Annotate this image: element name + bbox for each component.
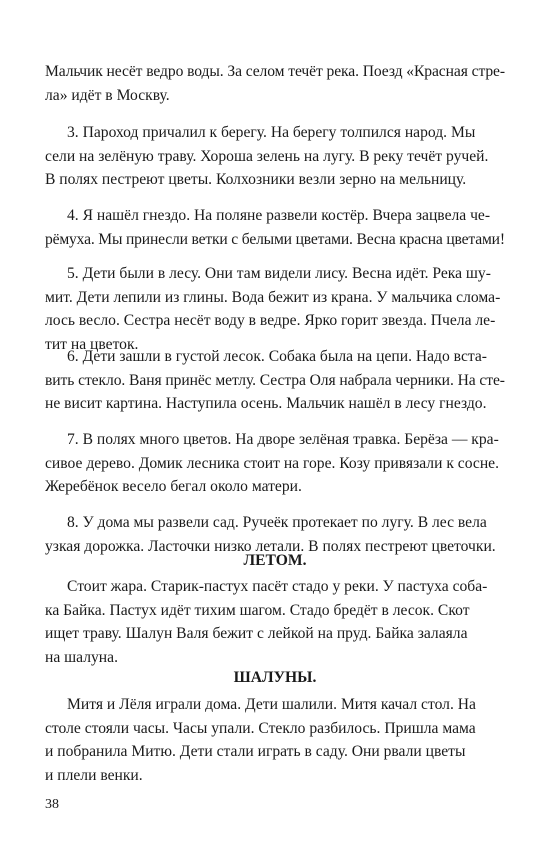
text-line: рёмуха. Мы принесли ветки с белыми цветами. Весна красна цветами! — [45, 230, 505, 248]
section-heading-pranksters: ШАЛУНЫ. — [233, 669, 317, 686]
text-line: тит на цветок. — [45, 335, 139, 353]
text-line: столе стояли часы. Часы упали. Стекло разбилось. Пришла мама — [45, 719, 476, 737]
paragraph-pranksters — [45, 693, 505, 787]
paragraph-4 — [45, 204, 505, 251]
text-line: В полях пестреют цветы. Колхозники везли зерно на мельницу. — [45, 171, 467, 189]
paragraph-6 — [45, 345, 505, 416]
text-line: ищет траву. Шалун Валя бежит с лейкой на пруд. Байка залаяла — [45, 625, 468, 643]
text-line: 7. В полях много цветов. На дворе зелёная травка. Берёза — кра- — [67, 431, 499, 448]
text-line: ла» идёт в Москву. — [45, 86, 170, 104]
paragraph-summer — [45, 575, 505, 669]
text-line: и побранила Митю. Дети стали играть в саду. Они рвали цветы — [45, 743, 466, 761]
text-line: не висит картина. Наступила осень. Мальчик нашёл в лесу гнездо. — [45, 395, 487, 413]
text-line: Митя и Лёля играли дома. Дети шалили. Митя качал стол. На — [67, 696, 476, 713]
paragraph-7 — [45, 428, 505, 499]
text-line: 5. Дети были в лесу. Они там видели лису. Весна идёт. Река шу- — [67, 265, 491, 282]
text-line: мит. Дети лепили из глины. Вода бежит из крана. У мальчика слома- — [45, 288, 501, 306]
text-line: узкая дорожка. Ласточки низко летали. В полях пестреют цветочки. — [45, 537, 496, 555]
section-heading-summer: ЛЕТОМ. — [243, 552, 307, 569]
page-number: 38 — [45, 797, 59, 812]
text-line: 4. Я нашёл гнездо. На поляне развели костёр. Вчера зацвела че- — [67, 207, 491, 224]
text-line: ка Байка. Пастух идёт тихим шагом. Стадо бредёт в лесок. Скот — [45, 601, 470, 619]
text-line: лось весло. Сестра несёт воду в ведре. Ярко горит звезда. Пчела ле- — [45, 312, 496, 330]
text-line: вить стекло. Ваня принёс метлу. Сестра Оля набрала черники. На сте- — [45, 371, 505, 389]
paragraph-5 — [45, 262, 505, 356]
text-line: сивое дерево. Домик лесника стоит на горе. Козу привязали к сосне. — [45, 454, 499, 472]
paragraph-intro — [45, 60, 505, 107]
paragraph-3 — [45, 121, 505, 192]
text-line: 3. Пароход причалил к берегу. На берегу толпился народ. Мы — [67, 124, 476, 141]
text-line: на шалуна. — [45, 648, 118, 666]
text-line: Мальчик несёт ведро воды. За селом течёт река. Поезд «Красная стре- — [45, 63, 505, 80]
text-line: и плели венки. — [45, 766, 143, 784]
text-line: 8. У дома мы развели сад. Ручеёк протекает по лугу. В лес вела — [67, 514, 487, 531]
text-line: Стоит жара. Старик-пастух пасёт стадо у реки. У пастуха соба- — [67, 578, 488, 595]
text-line: сели на зелёную траву. Хороша зелень на лугу. В реку течёт ручей. — [45, 147, 489, 165]
text-line: Жеребёнок весело бегал около матери. — [45, 478, 302, 496]
text-line: 6. Дети зашли в густой лесок. Собака была на цепи. Надо вста- — [67, 348, 487, 365]
